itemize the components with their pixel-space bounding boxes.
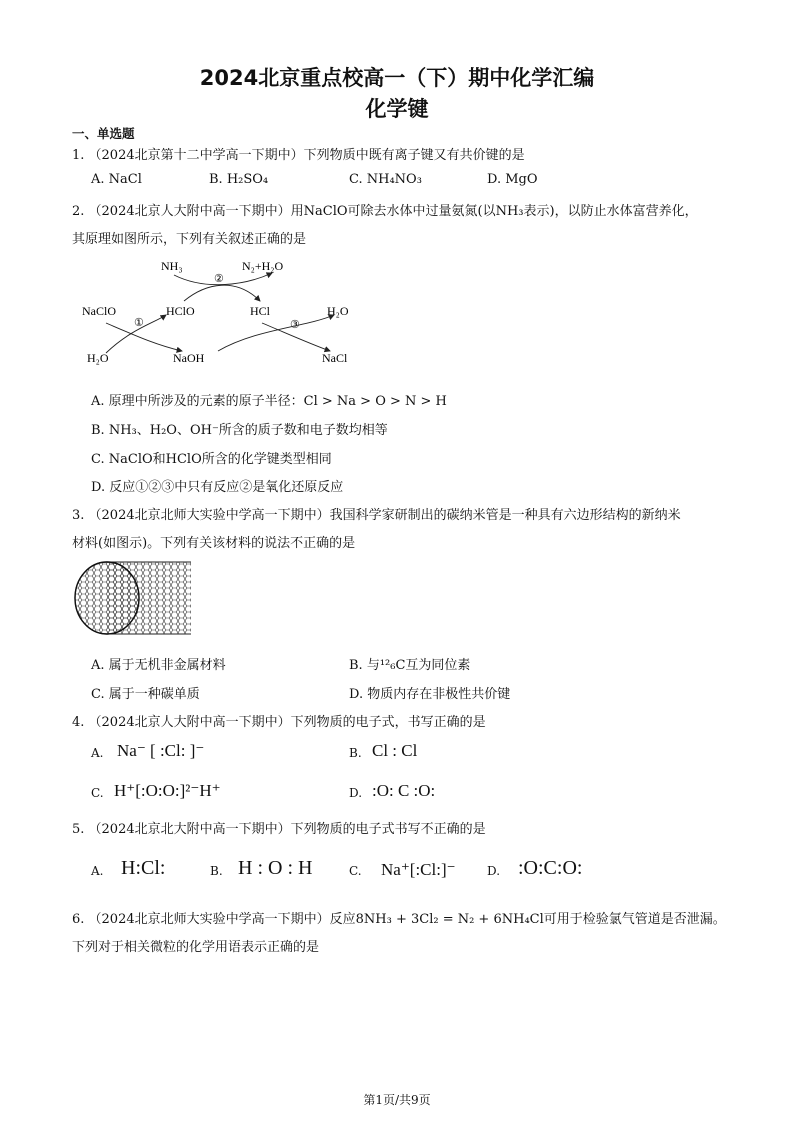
- question-3-stem-line2: 材料(如图示)。下列有关该材料的说法不正确的是: [72, 536, 356, 551]
- question-6-stem-line1: 6. （2024北京北师大实验中学高一下期中）反应8NH₃ + 3Cl₂ = N₂ + 6NH₄Cl可用于检验氯气管道是否泄漏。: [72, 912, 726, 927]
- q3-option-d: D. 物质内存在非极性共价键: [349, 687, 511, 702]
- question-2-stem-line1: 2. （2024北京人大附中高一下期中）用NaClO可除去水体中过量氨氮(以NH₃表示)，以防止水体富营养化，: [72, 204, 698, 219]
- q4-label-d: D.: [349, 786, 363, 800]
- q5-label-a: A.: [91, 864, 104, 878]
- q5-label-d: D.: [487, 864, 501, 878]
- q2-option-d: D. 反应①②③中只有反应②是氧化还原反应: [91, 480, 344, 495]
- q4-label-a: A.: [91, 746, 104, 760]
- diagram-nh3: NH₃: [161, 259, 183, 273]
- diagram-n2-h2o: N₂+H₂O: [242, 259, 284, 273]
- carbon-nanotube-image: [73, 558, 191, 638]
- question-1-stem: 1. （2024北京第十二中学高一下期中）下列物质中既有离子键又有共价键的是: [72, 148, 525, 163]
- page-number: 第1页/共9页: [363, 1093, 431, 1107]
- q1-option-c: C. NH₄NO₃: [349, 172, 422, 187]
- q5-formula-c: Na⁺[:Cl:]⁻: [381, 860, 456, 879]
- q3-option-b: B. 与¹²₆C互为同位素: [349, 658, 471, 673]
- diagram-naclo: NaClO: [82, 304, 116, 318]
- q1-option-b: B. H₂SO₄: [209, 172, 269, 187]
- diagram-nacl: NaCl: [322, 351, 348, 365]
- question-6-stem-line2: 下列对于相关微粒的化学用语表示正确的是: [72, 940, 320, 955]
- question-5-stem: 5. （2024北京北大附中高一下期中）下列物质的电子式书写不正确的是: [72, 822, 486, 837]
- q1-option-d: D. MgO: [487, 172, 538, 187]
- question-3-stem-line1: 3. （2024北京北师大实验中学高一下期中）我国科学家研制出的碳纳米管是一种具有六边形结构的新纳米: [72, 508, 681, 523]
- q4-formula-a: Na⁻ [ :Cl: ]⁻: [117, 741, 205, 760]
- diagram-step-1: ①: [134, 317, 144, 329]
- diagram-h2o-left: H₂O: [87, 351, 109, 365]
- question-2-stem-line2: 其原理如图所示，下列有关叙述正确的是: [72, 232, 307, 247]
- q2-option-b: B. NH₃、H₂O、OH⁻所含的质子数和电子数均相等: [91, 423, 388, 438]
- reaction-diagram: [76, 253, 376, 371]
- q5-formula-d: :O:C:O:: [518, 857, 583, 879]
- diagram-step-3: ③: [290, 319, 300, 331]
- diagram-naoh: NaOH: [173, 351, 205, 365]
- q1-option-a: A. NaCl: [91, 172, 142, 187]
- diagram-hcl: HCl: [250, 304, 271, 318]
- q2-option-c: C. NaClO和HClO所含的化学键类型相同: [91, 452, 332, 467]
- diagram-h2o-right: H₂O: [327, 304, 349, 318]
- q2-option-a: A. 原理中所涉及的元素的原子半径：Cl > Na > O > N > H: [91, 394, 447, 409]
- q5-label-c: C.: [349, 864, 362, 878]
- q4-formula-d: :O: C :O:: [372, 781, 436, 800]
- document-subtitle: 化学键: [365, 97, 429, 121]
- q4-label-c: C.: [91, 786, 104, 800]
- diagram-step-2: ②: [214, 273, 224, 285]
- q4-formula-b: Cl : Cl: [372, 741, 418, 760]
- document-title: 2024北京重点校高一（下）期中化学汇编: [199, 66, 595, 90]
- q4-formula-c: H⁺[:O:O:]²⁻H⁺: [114, 781, 221, 800]
- question-4-stem: 4. （2024北京人大附中高一下期中）下列物质的电子式，书写正确的是: [72, 715, 486, 730]
- q5-formula-b: H : O : H: [238, 857, 313, 879]
- arrow-step-2-lower: [184, 285, 260, 301]
- q4-label-b: B.: [349, 746, 362, 760]
- section-heading: 一、单选题: [72, 126, 135, 141]
- arrow-step-1-bottom: [106, 323, 182, 351]
- q3-option-c: C. 属于一种碳单质: [91, 687, 200, 702]
- diagram-hclo: HClO: [166, 304, 195, 318]
- q5-formula-a: H:Cl:: [121, 857, 166, 879]
- q5-label-b: B.: [210, 864, 223, 878]
- q3-option-a: A. 属于无机非金属材料: [91, 658, 226, 673]
